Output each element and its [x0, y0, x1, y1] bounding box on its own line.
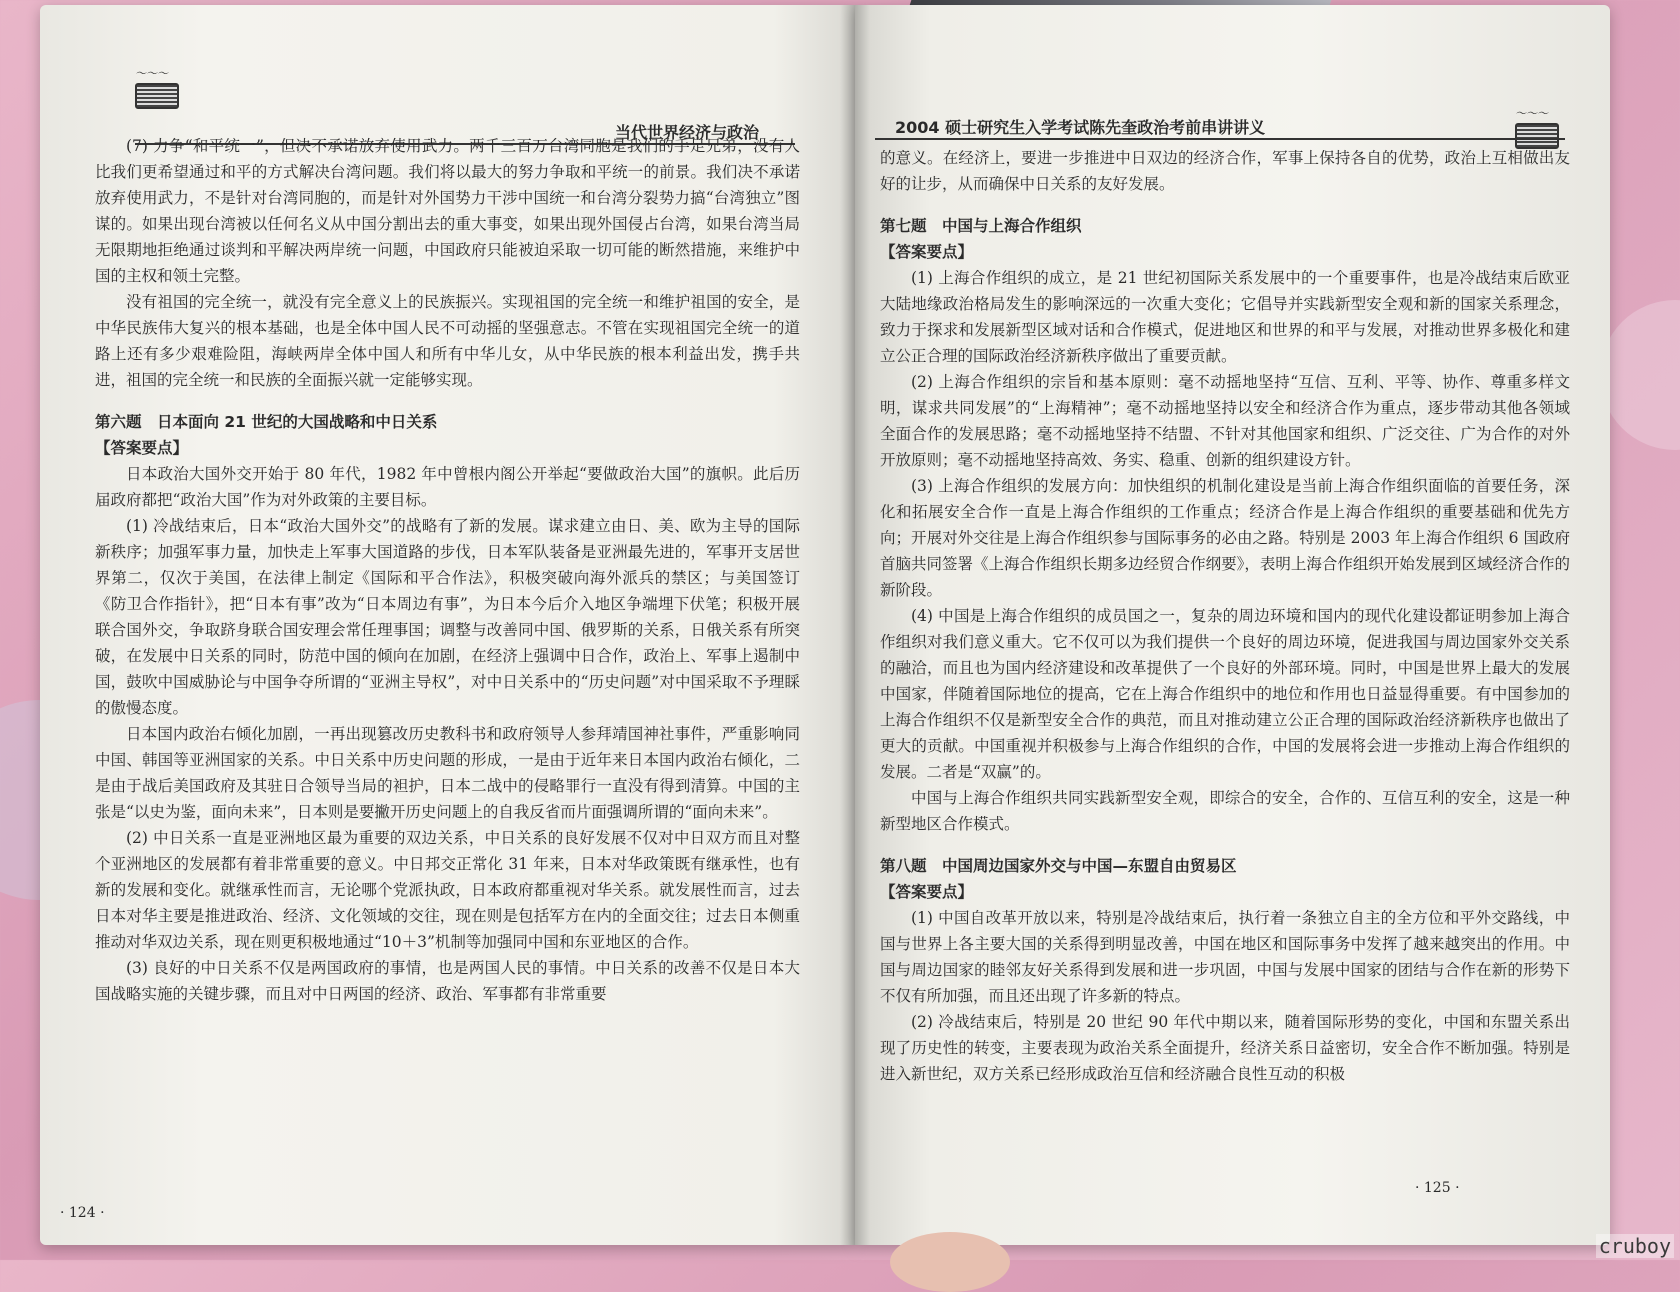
answer-label: 【答案要点】: [880, 883, 974, 901]
section-7-title: 第七题 中国与上海合作组织: [880, 217, 1082, 235]
right-page-header: 2004 硕士研究生入学考试陈先奎政治考前串讲讲义: [895, 118, 1266, 137]
watermark-text: cruboy: [1596, 1234, 1674, 1258]
paragraph: 没有祖国的完全统一，就没有完全意义上的民族振兴。实现祖国的完全统一和维护祖国的安全，是中华民族伟大复兴的根本基础，也是全体中国人民不可动摇的坚强意志。不管在实现祖国完全统一的道路上还有多少艰难险阻，海峡两岸全体中国人和所有中华儿女，从中华民族的根本利益出发，携手共进，祖国的完全统一和民族的全面振兴就一定能够实现。: [95, 293, 800, 389]
right-page-number: · 125 ·: [1415, 1180, 1460, 1196]
paragraph: 中国与上海合作组织共同实践新型安全观，即综合的安全，合作的、互信互利的安全，这是一种新型地区合作模式。: [880, 789, 1570, 833]
background-spot: [1600, 300, 1680, 450]
paragraph: (1) 冷战结束后，日本“政治大国外交”的战略有了新的发展。谋求建立由日、美、欧为主导的国际新秩序；加强军事力量，加快走上军事大国道路的步伐，日本军队装备是亚洲最先进的，军事开支居世界第二，仅次于美国，在法律上制定《国际和平合作法》，积极突破向海外派兵的禁区；与美国签订《防卫合作指针》，把“日本有事”改为“日本周边有事”，为日本今后介入地区争端埋下伏笔；积极开展联合国外交，争取跻身联合国安理会常任理事国；调整与改善同中国、俄罗斯的关系，日俄关系有所突破，在发展中日关系的同时，防范中国的倾向在加剧，在经济上强调中日合作，政治上、军事上遏制中国，鼓吹中国威胁论与中国争夺所谓的“亚洲主导权”，对中日关系中的“历史问题”对中国采取不予理睬的傲慢态度。: [95, 517, 800, 717]
section-6-title: 第六题 日本面向 21 世纪的大国战略和中日关系: [95, 413, 438, 431]
left-page: [40, 5, 855, 1245]
paragraph: 的意义。在经济上，要进一步推进中日双边的经济合作，军事上保持各自的优势，政治上互相做出友好的让步，从而确保中日关系的友好发展。: [880, 149, 1570, 193]
paragraph: (3) 良好的中日关系不仅是两国政府的事情，也是两国人民的事情。中日关系的改善不仅是日本大国战略实施的关键步骤，而且对中日两国的经济、政治、军事都有非常重要: [95, 959, 800, 1003]
paragraph: (2) 冷战结束后，特别是 20 世纪 90 年代中期以来，随着国际形势的变化，中国和东盟关系出现了历史性的转变，主要表现为政治关系全面提升，经济关系日益密切，安全合作不断加强。特别是进入新世纪，双方关系已经形成政治互信和经济融合良性互动的积极: [880, 1013, 1570, 1083]
left-page-number: · 124 ·: [60, 1205, 105, 1221]
answer-label: 【答案要点】: [880, 243, 974, 261]
paragraph: (7) 力争“和平统一”，但决不承诺放弃使用武力。两千三百万台湾同胞是我们的手足兄弟，没有人比我们更希望通过和平的方式解决台湾问题。我们将以最大的努力争取和平统一的前景。我们决不承诺放弃使用武力，不是针对台湾同胞的，而是针对外国势力干涉中国统一和台湾分裂势力搞“台湾独立”图谋的。如果出现台湾被以任何名义从中国分割出去的重大事变，如果出现外国侵占台湾，如果台湾当局无限期地拒绝通过谈判和平解决两岸统一问题，中国政府只能被迫采取一切可能的断然措施，来维护中国的主权和领土完整。: [95, 137, 800, 285]
paragraph: (3) 上海合作组织的发展方向：加快组织的机制化建设是当前上海合作组织面临的首要任务，深化和拓展安全合作一直是上海合作组织的工作重点；经济合作是上海合作组织的重要基础和优先方向；开展对外交往是上海合作组织参与国际事务的必由之路。特别是 2003 年上海合作组织 6 国政府首脑共同签署《上海合作组织长期多边经贸合作纲要》，表明上海合作组织开始发展到区域经济合作的新阶段。: [880, 477, 1570, 599]
paragraph: (1) 上海合作组织的成立，是 21 世纪初国际关系发展中的一个重要事件，也是冷战结束后欧亚大陆地缘政治格局发生的影响深远的一次重大变化；它倡导并实践新型安全观和新的国家关系理念，致力于探求和发展新型区域对话和合作模式，促进地区和世界的和平与发展，对推动世界多极化和建立公正合理的国际政治经济新秩序做出了重要贡献。: [880, 269, 1570, 365]
paragraph: 日本国内政治右倾化加剧，一再出现篡改历史教科书和政府领导人参拜靖国神社事件，严重影响同中国、韩国等亚洲国家的关系。中日关系中历史问题的形成，一是由于近年来日本国内政治右倾化，二是由于战后美国政府及其驻日合领导当局的袒护，日本二战中的侵略罪行一直没有得到清算。中国的主张是“以史为鉴，面向未来”，日本则是要撇开历史问题上的自我反省而片面强调所谓的“面向未来”。: [95, 725, 800, 821]
right-page: [855, 5, 1610, 1245]
left-page-header: 当代世界经济与政治: [615, 123, 760, 142]
paragraph: (1) 中国自改革开放以来，特别是冷战结束后，执行着一条独立自主的全方位和平外交路线，中国与世界上各主要大国的关系得到明显改善，中国在地区和国际事务中发挥了越来越突出的作用。中国与周边国家的睦邻友好关系得到发展和进一步巩固，中国与发展中国家的团结与合作在新的形势下不仅有所加强，而且还出现了许多新的特点。: [880, 909, 1570, 1005]
open-book: [40, 5, 1610, 1250]
section-8-title: 第八题 中国周边国家外交与中国—东盟自由贸易区: [880, 857, 1237, 875]
thumb: [890, 1232, 1010, 1292]
book-gutter-shadow: [840, 5, 870, 1245]
paragraph: (4) 中国是上海合作组织的成员国之一，复杂的周边环境和国内的现代化建设都证明参加上海合作组织对我们意义重大。它不仅可以为我们提供一个良好的周边环境，促进我国与周边国家外交关系的融洽，而且也为国内经济建设和改革提供了一个良好的外部环境。同时，中国是世界上最大的发展中国家，伴随着国际地位的提高，它在上海合作组织中的地位和作用也日益显得重要。有中国参加的上海合作组织不仅是新型安全合作的典范，而且对推动建立公正合理的国际政治经济新秩序也做出了更大的贡献。中国重视并积极参与上海合作组织的合作，中国的发展将会进一步推动上海合作组织的发展。二者是“双赢”的。: [880, 607, 1570, 781]
left-page-body: [95, 133, 800, 1007]
paragraph: (2) 中日关系一直是亚洲地区最为重要的双边关系，中日关系的良好发展不仅对中日双方而且对整个亚洲地区的发展都有着非常重要的意义。中日邦交正常化 31 年来，日本对华政策既有继承性，也有新的发展和变化。就继承性而言，无论哪个党派执政，日本政府都重视对华关系。就发展性而言，过去日本对华主要是推进政治、经济、文化领域的交往，现在则是包括军方在内的全面交往；过去日本侧重推动对华双边关系，现在则更积极地通过“10＋3”机制等加强同中国和东亚地区的合作。: [95, 829, 800, 951]
right-page-body: [880, 145, 1570, 1087]
paragraph: (2) 上海合作组织的宗旨和基本原则：毫不动摇地坚持“互信、互利、平等、协作、尊重多样文明，谋求共同发展”的“上海精神”；毫不动摇地坚持以安全和经济合作为重点，逐步带动其他各领域全面合作的发展思路；毫不动摇地坚持不结盟、不针对其他国家和组织、广泛交往、广为合作的对外开放原则；毫不动摇地坚持高效、务实、稳重、创新的组织建设方针。: [880, 373, 1570, 469]
publisher-logo: ～～～: [135, 65, 189, 105]
answer-label: 【答案要点】: [95, 439, 189, 457]
right-header-rule: [875, 138, 1565, 140]
publisher-logo: ～～～: [1515, 105, 1569, 145]
paragraph: 日本政治大国外交开始于 80 年代，1982 年中曾根内阁公开举起“要做政治大国”的旗帜。此后历届政府都把“政治大国”作为对外政策的主要目标。: [95, 465, 800, 509]
